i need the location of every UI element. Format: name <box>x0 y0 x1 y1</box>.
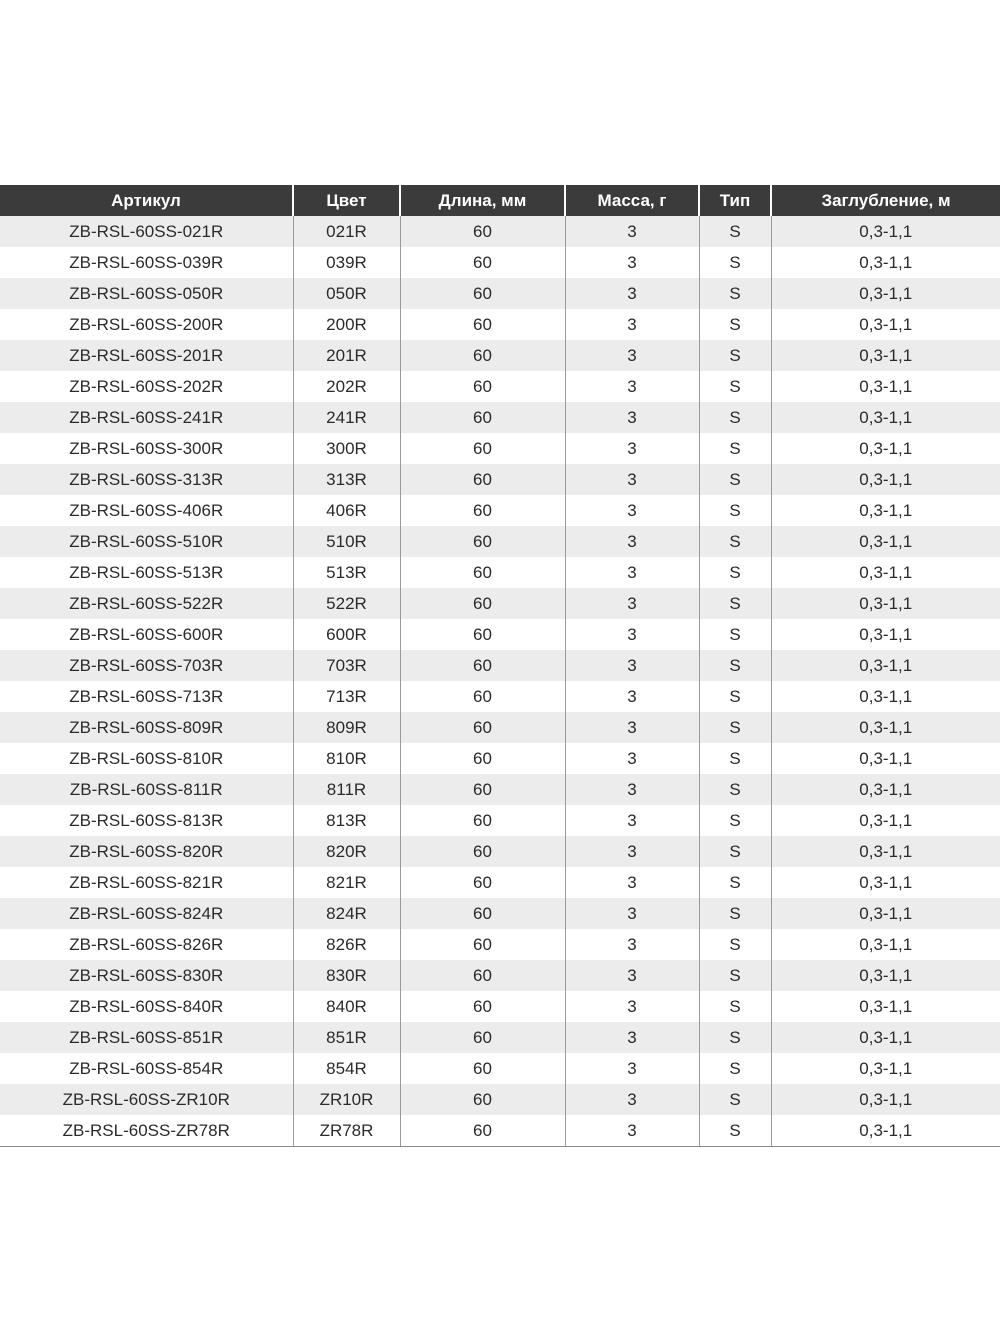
cell-article: ZB-RSL-60SS-510R <box>0 526 293 557</box>
cell-weight: 3 <box>565 898 699 929</box>
cell-weight: 3 <box>565 1053 699 1084</box>
cell-type: S <box>699 433 771 464</box>
cell-article: ZB-RSL-60SS-241R <box>0 402 293 433</box>
cell-type: S <box>699 495 771 526</box>
cell-depth: 0,3-1,1 <box>771 712 1000 743</box>
cell-length: 60 <box>400 588 565 619</box>
cell-length: 60 <box>400 402 565 433</box>
cell-depth: 0,3-1,1 <box>771 340 1000 371</box>
cell-length: 60 <box>400 774 565 805</box>
cell-color: 824R <box>293 898 400 929</box>
cell-length: 60 <box>400 619 565 650</box>
cell-depth: 0,3-1,1 <box>771 526 1000 557</box>
table-body <box>0 216 1000 1147</box>
cell-weight: 3 <box>565 712 699 743</box>
cell-color: 703R <box>293 650 400 681</box>
header-length: Длина, мм <box>400 185 565 216</box>
table-row <box>0 743 1000 774</box>
cell-length: 60 <box>400 495 565 526</box>
header-article: Артикул <box>0 185 293 216</box>
cell-weight: 3 <box>565 991 699 1022</box>
cell-depth: 0,3-1,1 <box>771 991 1000 1022</box>
cell-weight: 3 <box>565 588 699 619</box>
cell-weight: 3 <box>565 495 699 526</box>
cell-color: 820R <box>293 836 400 867</box>
table-row <box>0 898 1000 929</box>
cell-type: S <box>699 216 771 247</box>
cell-color: 522R <box>293 588 400 619</box>
table-row <box>0 1022 1000 1053</box>
cell-color: 513R <box>293 557 400 588</box>
cell-length: 60 <box>400 1022 565 1053</box>
table-row <box>0 340 1000 371</box>
cell-length: 60 <box>400 836 565 867</box>
table-row <box>0 495 1000 526</box>
cell-depth: 0,3-1,1 <box>771 464 1000 495</box>
cell-length: 60 <box>400 743 565 774</box>
cell-article: ZB-RSL-60SS-021R <box>0 216 293 247</box>
table-row <box>0 929 1000 960</box>
table-row <box>0 402 1000 433</box>
cell-color: ZR78R <box>293 1115 400 1147</box>
table-row <box>0 588 1000 619</box>
header-weight: Масса, г <box>565 185 699 216</box>
cell-length: 60 <box>400 464 565 495</box>
cell-article: ZB-RSL-60SS-824R <box>0 898 293 929</box>
cell-type: S <box>699 340 771 371</box>
cell-weight: 3 <box>565 774 699 805</box>
cell-article: ZB-RSL-60SS-826R <box>0 929 293 960</box>
table-row <box>0 774 1000 805</box>
cell-weight: 3 <box>565 278 699 309</box>
spec-table <box>0 185 1000 1147</box>
cell-depth: 0,3-1,1 <box>771 619 1000 650</box>
table-row <box>0 681 1000 712</box>
cell-depth: 0,3-1,1 <box>771 929 1000 960</box>
cell-weight: 3 <box>565 402 699 433</box>
cell-color: 039R <box>293 247 400 278</box>
cell-color: 021R <box>293 216 400 247</box>
cell-article: ZB-RSL-60SS-522R <box>0 588 293 619</box>
table-row <box>0 371 1000 402</box>
cell-depth: 0,3-1,1 <box>771 216 1000 247</box>
cell-depth: 0,3-1,1 <box>771 960 1000 991</box>
cell-length: 60 <box>400 557 565 588</box>
cell-color: 810R <box>293 743 400 774</box>
cell-article: ZB-RSL-60SS-820R <box>0 836 293 867</box>
table-row <box>0 991 1000 1022</box>
table-row <box>0 526 1000 557</box>
cell-type: S <box>699 805 771 836</box>
cell-article: ZB-RSL-60SS-810R <box>0 743 293 774</box>
cell-weight: 3 <box>565 1115 699 1147</box>
cell-depth: 0,3-1,1 <box>771 371 1000 402</box>
cell-length: 60 <box>400 247 565 278</box>
cell-depth: 0,3-1,1 <box>771 309 1000 340</box>
header-type: Тип <box>699 185 771 216</box>
cell-weight: 3 <box>565 464 699 495</box>
cell-depth: 0,3-1,1 <box>771 557 1000 588</box>
cell-type: S <box>699 774 771 805</box>
cell-length: 60 <box>400 650 565 681</box>
cell-weight: 3 <box>565 743 699 774</box>
cell-depth: 0,3-1,1 <box>771 1115 1000 1147</box>
cell-color: 840R <box>293 991 400 1022</box>
table-row <box>0 247 1000 278</box>
cell-article: ZB-RSL-60SS-050R <box>0 278 293 309</box>
cell-weight: 3 <box>565 836 699 867</box>
cell-type: S <box>699 681 771 712</box>
table-row <box>0 960 1000 991</box>
table-row <box>0 309 1000 340</box>
cell-depth: 0,3-1,1 <box>771 650 1000 681</box>
cell-article: ZB-RSL-60SS-851R <box>0 1022 293 1053</box>
cell-color: 202R <box>293 371 400 402</box>
cell-type: S <box>699 991 771 1022</box>
table-row <box>0 1115 1000 1147</box>
table-row <box>0 557 1000 588</box>
cell-color: 821R <box>293 867 400 898</box>
cell-length: 60 <box>400 1115 565 1147</box>
cell-color: 510R <box>293 526 400 557</box>
cell-length: 60 <box>400 1084 565 1115</box>
cell-weight: 3 <box>565 1084 699 1115</box>
cell-article: ZB-RSL-60SS-813R <box>0 805 293 836</box>
cell-type: S <box>699 836 771 867</box>
table-row <box>0 1053 1000 1084</box>
cell-color: 813R <box>293 805 400 836</box>
cell-depth: 0,3-1,1 <box>771 681 1000 712</box>
cell-article: ZB-RSL-60SS-200R <box>0 309 293 340</box>
cell-color: 854R <box>293 1053 400 1084</box>
table-row <box>0 805 1000 836</box>
cell-length: 60 <box>400 1053 565 1084</box>
cell-weight: 3 <box>565 805 699 836</box>
cell-weight: 3 <box>565 526 699 557</box>
table-row <box>0 836 1000 867</box>
cell-article: ZB-RSL-60SS-703R <box>0 650 293 681</box>
cell-article: ZB-RSL-60SS-201R <box>0 340 293 371</box>
cell-depth: 0,3-1,1 <box>771 805 1000 836</box>
cell-article: ZB-RSL-60SS-809R <box>0 712 293 743</box>
cell-type: S <box>699 1022 771 1053</box>
cell-article: ZB-RSL-60SS-039R <box>0 247 293 278</box>
cell-type: S <box>699 712 771 743</box>
cell-weight: 3 <box>565 619 699 650</box>
cell-length: 60 <box>400 681 565 712</box>
cell-type: S <box>699 557 771 588</box>
cell-type: S <box>699 929 771 960</box>
table-row <box>0 712 1000 743</box>
cell-weight: 3 <box>565 433 699 464</box>
table-row <box>0 216 1000 247</box>
cell-depth: 0,3-1,1 <box>771 867 1000 898</box>
cell-length: 60 <box>400 371 565 402</box>
cell-depth: 0,3-1,1 <box>771 402 1000 433</box>
cell-type: S <box>699 309 771 340</box>
cell-type: S <box>699 867 771 898</box>
table-row <box>0 1084 1000 1115</box>
cell-article: ZB-RSL-60SS-854R <box>0 1053 293 1084</box>
cell-article: ZB-RSL-60SS-821R <box>0 867 293 898</box>
cell-type: S <box>699 402 771 433</box>
cell-color: 200R <box>293 309 400 340</box>
cell-article: ZB-RSL-60SS-202R <box>0 371 293 402</box>
cell-article: ZB-RSL-60SS-840R <box>0 991 293 1022</box>
cell-length: 60 <box>400 712 565 743</box>
cell-article: ZB-RSL-60SS-713R <box>0 681 293 712</box>
cell-type: S <box>699 278 771 309</box>
cell-type: S <box>699 1053 771 1084</box>
spec-table-container <box>0 185 1000 1147</box>
cell-article: ZB-RSL-60SS-ZR78R <box>0 1115 293 1147</box>
cell-type: S <box>699 1084 771 1115</box>
cell-weight: 3 <box>565 960 699 991</box>
cell-length: 60 <box>400 929 565 960</box>
cell-weight: 3 <box>565 557 699 588</box>
table-row <box>0 619 1000 650</box>
cell-article: ZB-RSL-60SS-830R <box>0 960 293 991</box>
cell-color: 300R <box>293 433 400 464</box>
cell-depth: 0,3-1,1 <box>771 743 1000 774</box>
cell-depth: 0,3-1,1 <box>771 433 1000 464</box>
cell-length: 60 <box>400 898 565 929</box>
cell-article: ZB-RSL-60SS-513R <box>0 557 293 588</box>
cell-color: ZR10R <box>293 1084 400 1115</box>
cell-type: S <box>699 619 771 650</box>
cell-depth: 0,3-1,1 <box>771 898 1000 929</box>
cell-color: 830R <box>293 960 400 991</box>
cell-type: S <box>699 526 771 557</box>
cell-type: S <box>699 588 771 619</box>
cell-type: S <box>699 371 771 402</box>
cell-depth: 0,3-1,1 <box>771 247 1000 278</box>
cell-weight: 3 <box>565 929 699 960</box>
cell-type: S <box>699 247 771 278</box>
cell-article: ZB-RSL-60SS-ZR10R <box>0 1084 293 1115</box>
table-row <box>0 867 1000 898</box>
cell-color: 811R <box>293 774 400 805</box>
cell-type: S <box>699 1115 771 1147</box>
cell-weight: 3 <box>565 867 699 898</box>
cell-color: 600R <box>293 619 400 650</box>
cell-type: S <box>699 898 771 929</box>
cell-depth: 0,3-1,1 <box>771 1053 1000 1084</box>
table-row <box>0 433 1000 464</box>
cell-color: 851R <box>293 1022 400 1053</box>
cell-type: S <box>699 960 771 991</box>
cell-weight: 3 <box>565 216 699 247</box>
cell-depth: 0,3-1,1 <box>771 495 1000 526</box>
cell-article: ZB-RSL-60SS-313R <box>0 464 293 495</box>
header-row <box>0 185 1000 216</box>
cell-type: S <box>699 743 771 774</box>
cell-depth: 0,3-1,1 <box>771 1022 1000 1053</box>
cell-color: 826R <box>293 929 400 960</box>
cell-article: ZB-RSL-60SS-300R <box>0 433 293 464</box>
cell-color: 406R <box>293 495 400 526</box>
cell-length: 60 <box>400 960 565 991</box>
header-depth: Заглубление, м <box>771 185 1000 216</box>
cell-weight: 3 <box>565 371 699 402</box>
cell-color: 241R <box>293 402 400 433</box>
cell-type: S <box>699 464 771 495</box>
cell-weight: 3 <box>565 650 699 681</box>
cell-length: 60 <box>400 433 565 464</box>
table-row <box>0 650 1000 681</box>
cell-length: 60 <box>400 991 565 1022</box>
cell-article: ZB-RSL-60SS-811R <box>0 774 293 805</box>
cell-weight: 3 <box>565 681 699 712</box>
cell-length: 60 <box>400 526 565 557</box>
cell-color: 713R <box>293 681 400 712</box>
cell-depth: 0,3-1,1 <box>771 588 1000 619</box>
cell-article: ZB-RSL-60SS-406R <box>0 495 293 526</box>
cell-length: 60 <box>400 340 565 371</box>
cell-depth: 0,3-1,1 <box>771 774 1000 805</box>
cell-length: 60 <box>400 805 565 836</box>
cell-weight: 3 <box>565 1022 699 1053</box>
cell-color: 201R <box>293 340 400 371</box>
cell-weight: 3 <box>565 340 699 371</box>
cell-article: ZB-RSL-60SS-600R <box>0 619 293 650</box>
cell-length: 60 <box>400 216 565 247</box>
cell-length: 60 <box>400 278 565 309</box>
cell-type: S <box>699 650 771 681</box>
cell-color: 313R <box>293 464 400 495</box>
table-row <box>0 464 1000 495</box>
cell-length: 60 <box>400 867 565 898</box>
cell-depth: 0,3-1,1 <box>771 836 1000 867</box>
cell-length: 60 <box>400 309 565 340</box>
cell-weight: 3 <box>565 309 699 340</box>
cell-color: 050R <box>293 278 400 309</box>
cell-weight: 3 <box>565 247 699 278</box>
cell-depth: 0,3-1,1 <box>771 278 1000 309</box>
table-row <box>0 278 1000 309</box>
cell-depth: 0,3-1,1 <box>771 1084 1000 1115</box>
table-header <box>0 185 1000 216</box>
cell-color: 809R <box>293 712 400 743</box>
header-color: Цвет <box>293 185 400 216</box>
